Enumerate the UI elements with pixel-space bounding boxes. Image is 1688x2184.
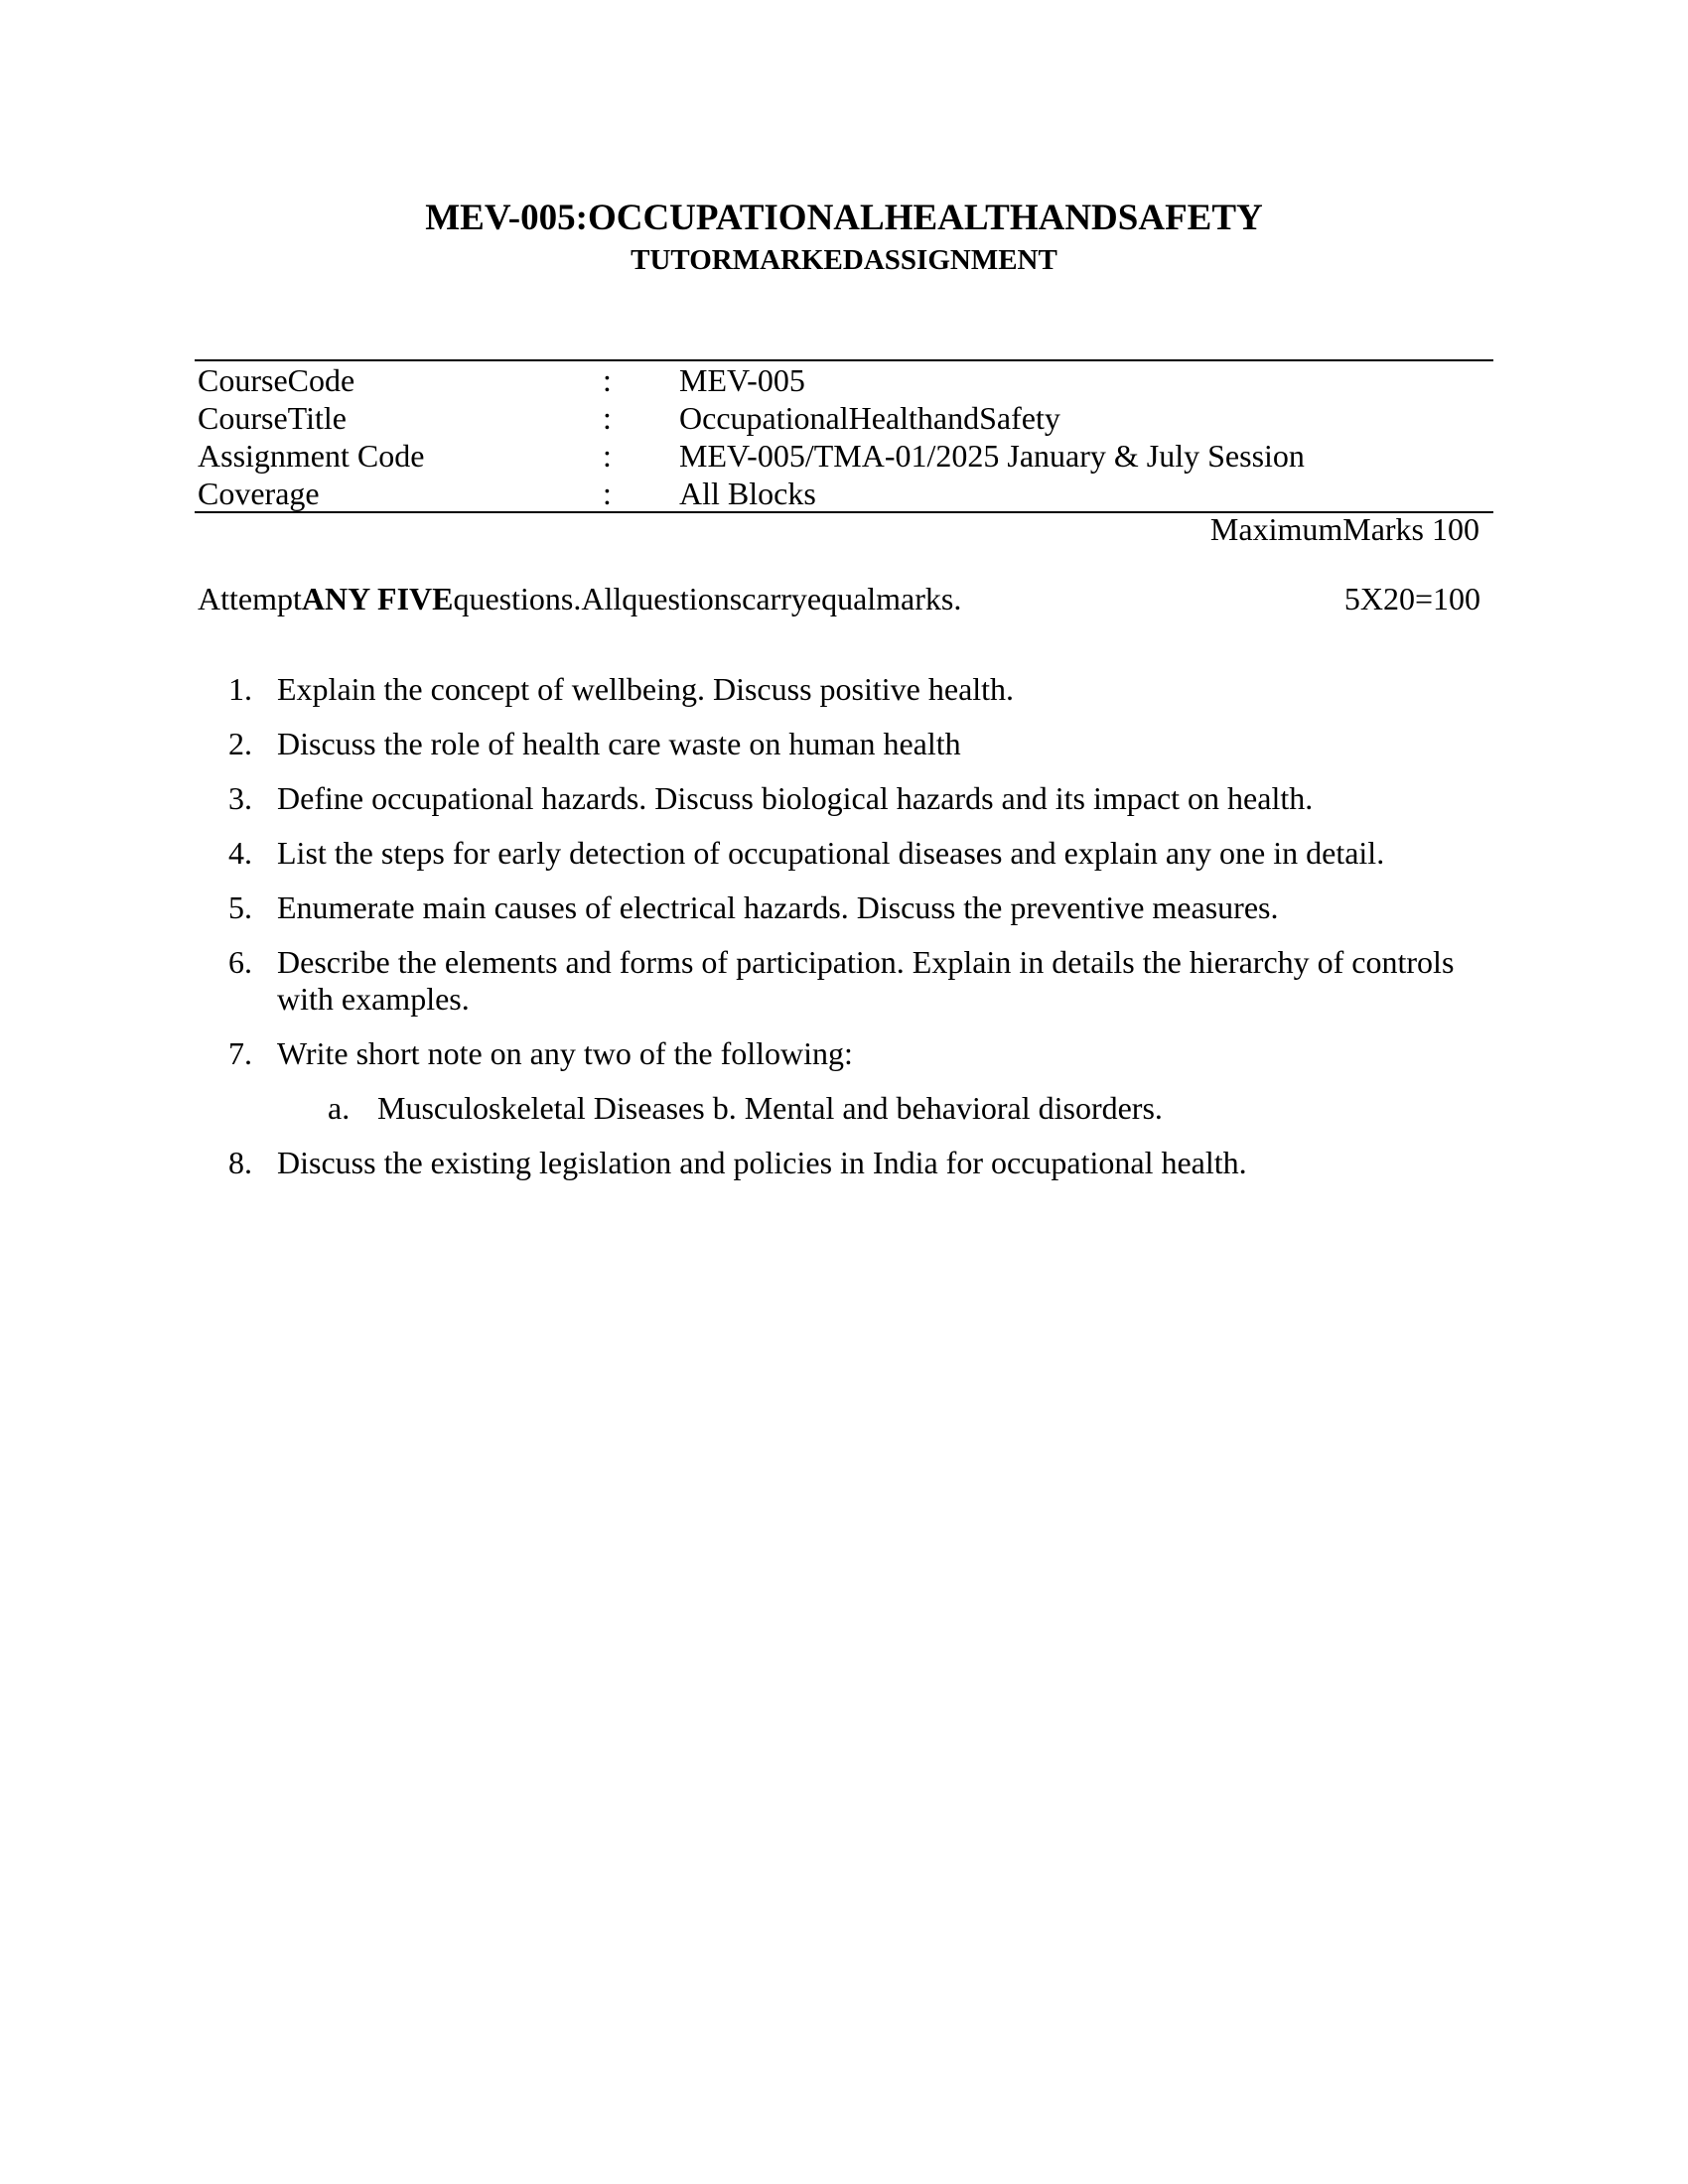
question-number: 5. <box>228 889 252 925</box>
info-separator: : <box>603 362 612 398</box>
question-item <box>0 1145 1688 1181</box>
question-text: Discuss the existing legislation and policies in India for occupational health. <box>277 1145 1247 1180</box>
info-label: Coverage <box>198 476 320 511</box>
question-item <box>0 944 1688 1018</box>
sub-question-item <box>0 1090 1688 1127</box>
info-value: MEV-005/TMA-01/2025 January & July Session <box>679 438 1305 474</box>
sub-question-letter: a. <box>328 1090 351 1126</box>
question-item <box>0 780 1688 817</box>
question-list <box>0 671 1688 1199</box>
sub-question-text: Musculoskeletal Diseases b. Mental and behavioral disorders. <box>377 1090 1163 1126</box>
info-row-coverage <box>198 475 1488 512</box>
question-text: Write short note on any two of the following: <box>277 1035 853 1071</box>
question-item <box>0 1035 1688 1127</box>
instructions-suffix: questions.Allquestionscarryequalmarks. <box>453 581 962 616</box>
info-row-course-code <box>198 361 1488 399</box>
instructions-emphasis: ANY FIVE <box>301 581 454 616</box>
marks-formula: 5X20=100 <box>1343 581 1480 616</box>
question-text: Describe the elements and forms of participation. Explain in details the hierarchy of controls with examples. <box>277 944 1455 1017</box>
question-text: Discuss the role of health care waste on human health <box>277 726 961 761</box>
question-item <box>0 889 1688 926</box>
question-number: 7. <box>228 1035 252 1071</box>
info-separator: : <box>603 400 612 436</box>
info-separator: : <box>603 476 612 511</box>
question-number: 6. <box>228 944 252 980</box>
info-value: All Blocks <box>679 476 816 511</box>
instructions-prefix: Attempt <box>198 581 302 616</box>
question-item <box>0 726 1688 762</box>
question-text: List the steps for early detection of occupational diseases and explain any one in detail. <box>277 835 1385 871</box>
info-value: OccupationalHealthandSafety <box>679 400 1060 436</box>
course-info-table <box>198 361 1488 512</box>
question-number: 2. <box>228 726 252 761</box>
maximum-marks: MaximumMarks 100 <box>1209 511 1479 547</box>
info-label: CourseTitle <box>198 400 347 436</box>
question-text: Enumerate main causes of electrical hazards. Discuss the preventive measures. <box>277 889 1279 925</box>
question-text: Define occupational hazards. Discuss biological hazards and its impact on health. <box>277 780 1314 816</box>
info-row-assignment-code <box>198 437 1488 475</box>
document-title: MEV-005:OCCUPATIONALHEALTHANDSAFETY <box>425 198 1263 238</box>
question-number: 1. <box>228 671 252 707</box>
instructions-line <box>198 580 1480 617</box>
info-value: MEV-005 <box>679 362 805 398</box>
question-number: 8. <box>228 1145 252 1180</box>
info-label: Assignment Code <box>198 438 425 474</box>
info-separator: : <box>603 438 612 474</box>
question-item <box>0 671 1688 708</box>
question-number: 4. <box>228 835 252 871</box>
document-subtitle: TUTORMARKEDASSIGNMENT <box>631 244 1057 276</box>
question-number: 3. <box>228 780 252 816</box>
info-label: CourseCode <box>198 362 355 398</box>
question-text: Explain the concept of wellbeing. Discuss positive health. <box>277 671 1015 707</box>
info-row-course-title <box>198 399 1488 437</box>
question-item <box>0 835 1688 872</box>
